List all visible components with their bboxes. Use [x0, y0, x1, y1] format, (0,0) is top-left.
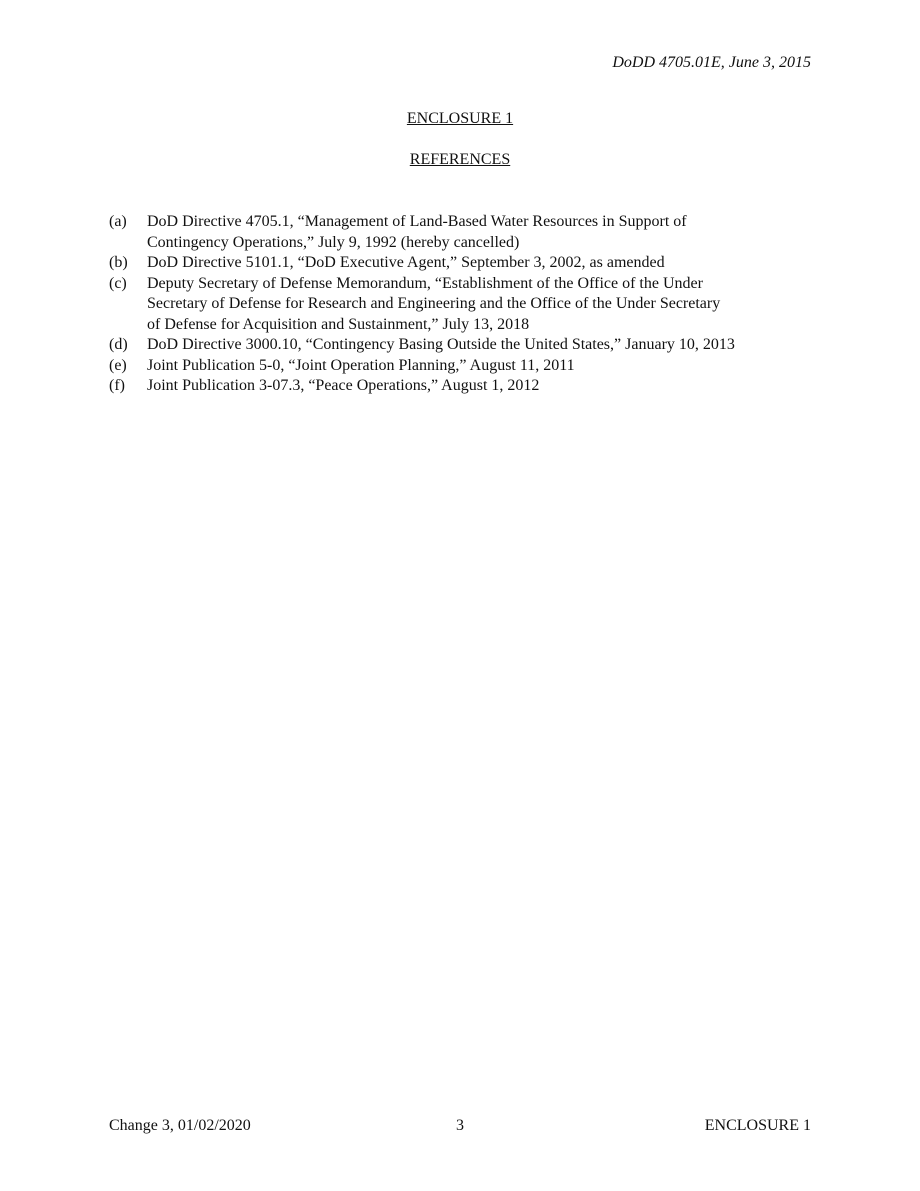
footer-enclosure: ENCLOSURE 1: [704, 1117, 811, 1134]
reference-letter: (a): [109, 213, 127, 230]
reference-text: Joint Publication 3-07.3, “Peace Operations,” August 1, 2012: [147, 377, 540, 394]
references-heading-text: REFERENCES: [409, 151, 511, 168]
enclosure-heading: [0, 110, 920, 128]
reference-item: [109, 376, 829, 397]
reference-item: [109, 274, 829, 336]
reference-letter: (f): [109, 377, 125, 394]
references-heading: [0, 151, 920, 169]
document-header: DoDD 4705.01E, June 3, 2015: [612, 54, 811, 71]
reference-item: [109, 253, 829, 274]
reference-list: [109, 212, 829, 397]
reference-text: DoD Directive 4705.1, “Management of Land-Based Water Resources in Support of Contingency Operations,” July 9, 1992 (hereby cancelled): [147, 213, 687, 251]
reference-letter: (b): [109, 254, 128, 271]
reference-item: [109, 335, 829, 356]
reference-text: Joint Publication 5-0, “Joint Operation Planning,” August 11, 2011: [147, 356, 575, 374]
footer-page-number: 3: [456, 1117, 464, 1134]
reference-text: DoD Directive 5101.1, “DoD Executive Agent,” September 3, 2002, as amended: [147, 254, 665, 271]
reference-item: [109, 212, 829, 253]
footer-change-date: Change 3, 01/02/2020: [109, 1117, 251, 1134]
reference-letter: (c): [109, 274, 127, 292]
reference-text: DoD Directive 3000.10, “Contingency Basing Outside the United States,” January 10, 2013: [147, 336, 735, 353]
reference-letter: (d): [109, 336, 128, 353]
reference-letter: (e): [109, 356, 127, 374]
reference-item: [109, 356, 829, 377]
reference-text: Deputy Secretary of Defense Memorandum, “Establishment of the Office of the Under Secretary of Defense for Research and Engineering and the Office of the Under Secretary of Defense for Acquisition and Sustainment,” July 13, 2018: [147, 274, 721, 333]
enclosure-heading-text: ENCLOSURE 1: [406, 110, 514, 127]
